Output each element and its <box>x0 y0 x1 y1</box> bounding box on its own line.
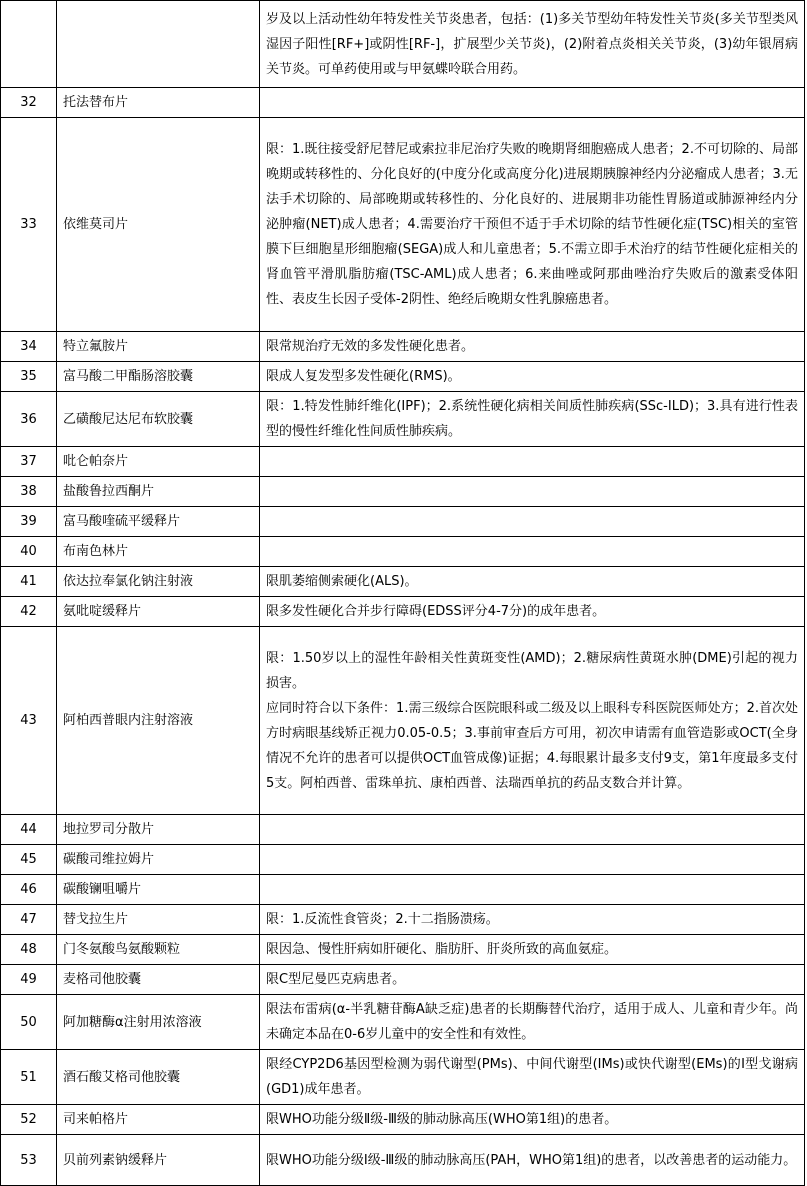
table-row <box>1 362 805 392</box>
table-row <box>1 88 805 118</box>
row-number: 36 <box>1 392 57 447</box>
restriction-note <box>260 507 805 537</box>
table-row <box>1 537 805 567</box>
table-row <box>1 1135 805 1186</box>
restriction-note <box>260 815 805 845</box>
restriction-note <box>260 392 805 447</box>
row-number: 39 <box>1 507 57 537</box>
restriction-note <box>260 875 805 905</box>
drug-name <box>57 1 260 88</box>
drug-name: 氨吡啶缓释片 <box>57 597 260 627</box>
row-number <box>1 1 57 88</box>
table-row <box>1 567 805 597</box>
restriction-paragraph: 限：1.50岁以上的湿性年龄相关性黄斑变性(AMD)；2.糖尿病性黄斑水肿(DME)引起的视力损害。 <box>266 650 798 691</box>
table-row <box>1 477 805 507</box>
row-number: 52 <box>1 1105 57 1135</box>
restriction-note <box>260 1 805 88</box>
restriction-paragraph: 限WHO功能分级Ⅱ级-Ⅲ级的肺动脉高压(WHO第1组)的患者。 <box>266 1112 618 1127</box>
restriction-note <box>260 845 805 875</box>
drug-name: 盐酸鲁拉西酮片 <box>57 477 260 507</box>
table-row <box>1 1050 805 1105</box>
row-number: 49 <box>1 965 57 995</box>
table-row <box>1 597 805 627</box>
table-row <box>1 905 805 935</box>
restriction-paragraph: 岁及以上活动性幼年特发性关节炎患者，包括：(1)多关节型幼年特发性关节炎(多关节型类风湿因子阳性[RF+]或阴性[RF-]，扩展型少关节炎)，(2)附着点炎相关关节炎，(3)幼年银屑病关节炎。可单药使用或与甲氨蝶呤联合用药。 <box>266 11 798 77</box>
drug-name: 富马酸二甲酯肠溶胶囊 <box>57 362 260 392</box>
restriction-note <box>260 1135 805 1186</box>
table-row <box>1 845 805 875</box>
restriction-note <box>260 332 805 362</box>
row-number: 46 <box>1 875 57 905</box>
table-row <box>1 995 805 1050</box>
restriction-note <box>260 627 805 815</box>
row-number: 37 <box>1 447 57 477</box>
drug-name: 麦格司他胶囊 <box>57 965 260 995</box>
restriction-note <box>260 362 805 392</box>
restriction-paragraph: 限C型尼曼匹克病患者。 <box>266 972 406 987</box>
drug-name: 碳酸司维拉姆片 <box>57 845 260 875</box>
drug-name: 吡仑帕奈片 <box>57 447 260 477</box>
row-number: 35 <box>1 362 57 392</box>
drug-name: 贝前列素钠缓释片 <box>57 1135 260 1186</box>
row-number: 38 <box>1 477 57 507</box>
row-number: 45 <box>1 845 57 875</box>
drug-name: 依维莫司片 <box>57 118 260 332</box>
row-number: 34 <box>1 332 57 362</box>
table-row <box>1 332 805 362</box>
drug-name: 布南色林片 <box>57 537 260 567</box>
restriction-note <box>260 118 805 332</box>
table-row <box>1 875 805 905</box>
row-number: 44 <box>1 815 57 845</box>
table-row <box>1 815 805 845</box>
restriction-paragraph: 限因急、慢性肝病如肝硬化、脂肪肝、肝炎所致的高血氨症。 <box>266 942 618 957</box>
restriction-paragraph: 限：1.反流性食管炎；2.十二指肠溃疡。 <box>266 912 499 927</box>
table-row <box>1 935 805 965</box>
table-row <box>1 447 805 477</box>
row-number: 48 <box>1 935 57 965</box>
restriction-paragraph: 限：1.既往接受舒尼替尼或索拉非尼治疗失败的晚期肾细胞癌成人患者；2.不可切除的、局部晚期或转移性的、分化良好的(中度分化或高度分化)进展期胰腺神经内分泌瘤成人患者；3.无法手术切除的、局部晚期或转移性的、分化良好的、进展期非功能性胃肠道或肺源神经内分泌肿瘤(NET)成人患者；4.需要治疗干预但不适于手术切除的结节性硬化症(TSC)相关的室管膜下巨细胞星形细胞瘤(SEGA)成人和儿童患者；5.不需立即手术治疗的结节性硬化症相关的肾血管平滑肌脂肪瘤(TSC-AML)成人患者；6.来曲唑或阿那曲唑治疗失败后的激素受体阳性、表皮生长因子受体-2阴性、绝经后晚期女性乳腺癌患者。 <box>266 142 798 307</box>
restriction-paragraph: 限：1.特发性肺纤维化(IPF)；2.系统性硬化病相关间质性肺疾病(SSc-ILD)；3.具有进行性表型的慢性纤维化性间质性肺疾病。 <box>266 399 798 439</box>
table-row <box>1 118 805 332</box>
table-row <box>1 507 805 537</box>
restriction-paragraph: 限WHO功能分级Ⅰ级-Ⅲ级的肺动脉高压(PAH，WHO第1组)的患者，以改善患者的运动能力。 <box>266 1152 797 1168</box>
restriction-note <box>260 1050 805 1105</box>
table-row <box>1 627 805 815</box>
drug-name: 乙磺酸尼达尼布软胶囊 <box>57 392 260 447</box>
restriction-note <box>260 905 805 935</box>
drug-name: 地拉罗司分散片 <box>57 815 260 845</box>
restriction-note <box>260 567 805 597</box>
drug-name: 碳酸镧咀嚼片 <box>57 875 260 905</box>
drug-name: 阿柏西普眼内注射溶液 <box>57 627 260 815</box>
row-number: 41 <box>1 567 57 597</box>
row-number: 42 <box>1 597 57 627</box>
restriction-paragraph: 限成人复发型多发性硬化(RMS)。 <box>266 369 461 384</box>
row-number: 51 <box>1 1050 57 1105</box>
restriction-paragraph: 限肌萎缩侧索硬化(ALS)。 <box>266 574 418 589</box>
drug-name: 酒石酸艾格司他胶囊 <box>57 1050 260 1105</box>
drug-table-body <box>1 1 805 1186</box>
row-number: 53 <box>1 1135 57 1186</box>
drug-name: 替戈拉生片 <box>57 905 260 935</box>
table-row <box>1 1 805 88</box>
drug-name: 阿加糖酶α注射用浓溶液 <box>57 995 260 1050</box>
drug-name: 司来帕格片 <box>57 1105 260 1135</box>
row-number: 32 <box>1 88 57 118</box>
restriction-note <box>260 597 805 627</box>
drug-name: 特立氟胺片 <box>57 332 260 362</box>
restriction-note <box>260 447 805 477</box>
restriction-paragraph: 限经CYP2D6基因型检测为弱代谢型(PMs)、中间代谢型(IMs)或快代谢型(EMs)的Ⅰ型戈谢病(GD1)成年患者。 <box>266 1057 798 1097</box>
restriction-note <box>260 477 805 507</box>
table-row <box>1 392 805 447</box>
restriction-note <box>260 995 805 1050</box>
restriction-note <box>260 1105 805 1135</box>
drug-name: 依达拉奉氯化钠注射液 <box>57 567 260 597</box>
row-number: 50 <box>1 995 57 1050</box>
row-number: 40 <box>1 537 57 567</box>
restriction-note <box>260 935 805 965</box>
restriction-note <box>260 537 805 567</box>
table-row <box>1 965 805 995</box>
restriction-paragraph: 限常规治疗无效的多发性硬化患者。 <box>266 339 475 354</box>
row-number: 43 <box>1 627 57 815</box>
drug-name: 富马酸喹硫平缓释片 <box>57 507 260 537</box>
restriction-note <box>260 88 805 118</box>
drug-name: 托法替布片 <box>57 88 260 118</box>
restriction-paragraph: 应同时符合以下条件：1.需三级综合医院眼科或二级及以上眼科专科医院医师处方；2.首次处方时病眼基线矫正视力0.05-0.5；3.事前审查后方可用，初次申请需有血管造影或OCT(全身情况不允许的患者可以提供OCT血管成像)证据；4.每眼累计最多支付9支，第1年度最多支付5支。阿柏西普、雷珠单抗、康柏西普、法瑞西单抗的药品支数合并计算。 <box>266 700 798 791</box>
restriction-note <box>260 965 805 995</box>
restriction-paragraph: 限法布雷病(α-半乳糖苷酶A缺乏症)患者的长期酶替代治疗，适用于成人、儿童和青少年。尚未确定本品在0-6岁儿童中的安全性和有效性。 <box>266 1002 798 1042</box>
table-row <box>1 1105 805 1135</box>
row-number: 47 <box>1 905 57 935</box>
restriction-paragraph: 限多发性硬化合并步行障碍(EDSS评分4-7分)的成年患者。 <box>266 604 606 619</box>
row-number: 33 <box>1 118 57 332</box>
drug-name: 门冬氨酸鸟氨酸颗粒 <box>57 935 260 965</box>
